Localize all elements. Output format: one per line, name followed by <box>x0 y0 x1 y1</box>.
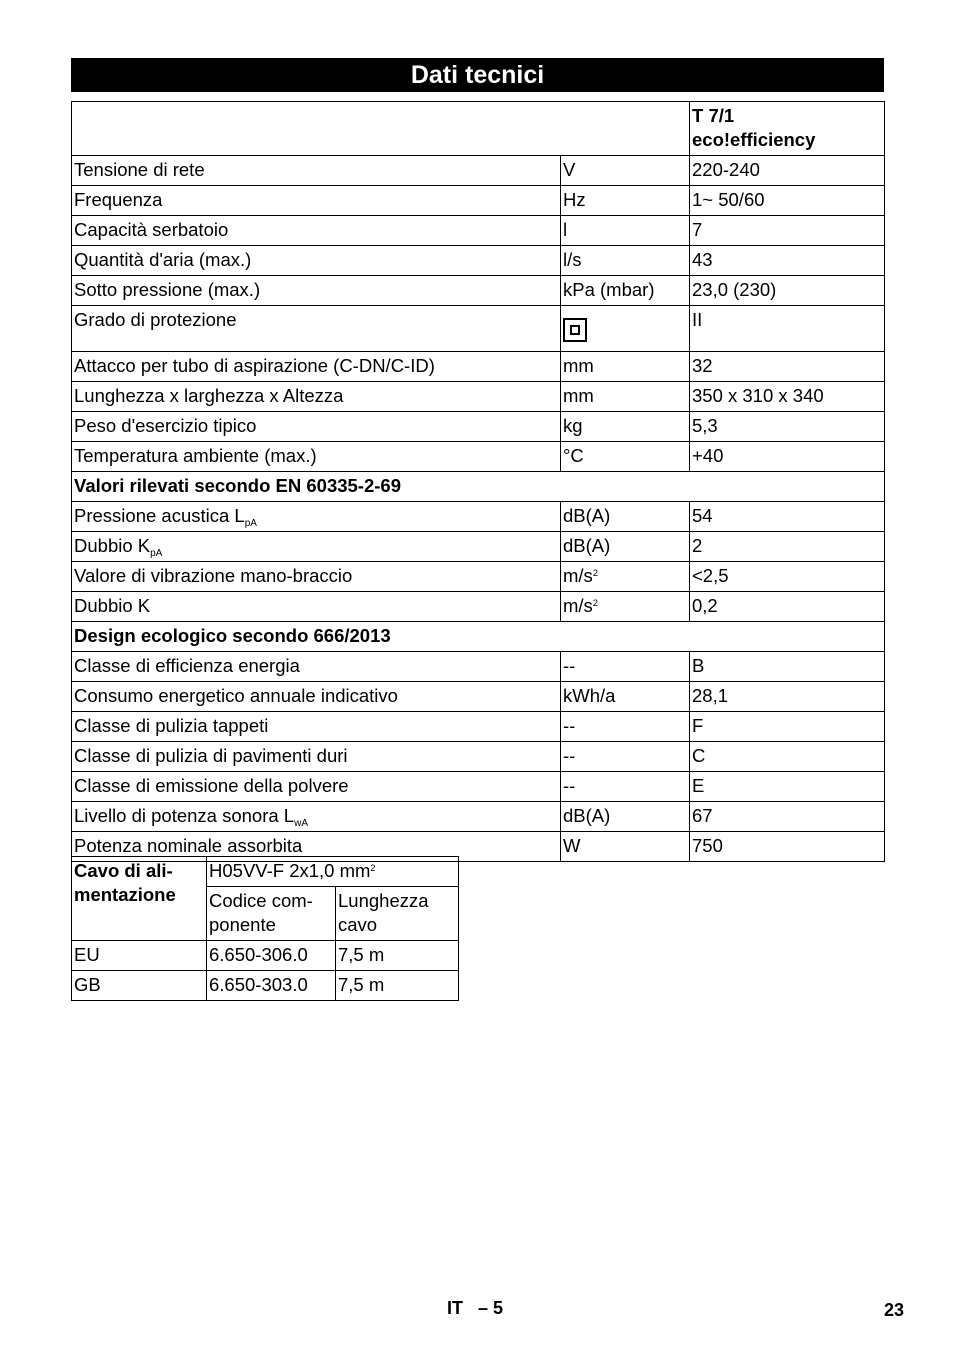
spec-unit: -- <box>561 742 690 772</box>
spec-label: Quantità d'aria (max.) <box>72 246 561 276</box>
spec-unit: -- <box>561 652 690 682</box>
table-row <box>72 306 885 352</box>
spec-unit: -- <box>561 712 690 742</box>
table-row <box>72 592 885 622</box>
table-row <box>72 562 885 592</box>
table-row <box>72 532 885 562</box>
cable-type: H05VV-F 2x1,0 $mm^2$ <box>207 857 459 887</box>
table-row <box>72 276 885 306</box>
spec-label: Lunghezza x larghezza x Altezza <box>72 382 561 412</box>
spec-label: Grado di protezione <box>72 306 561 352</box>
cable-code: 6.650-306.0 <box>207 941 336 971</box>
section-heading-en-measurements: Valori rilevati secondo EN 60335-2-69 <box>72 472 885 502</box>
spec-value: <2,5 <box>690 562 885 592</box>
spec-value: II <box>690 306 885 352</box>
spec-value: 54 <box>690 502 885 532</box>
spec-label: Peso d'esercizio tipico <box>72 412 561 442</box>
spec-value: 32 <box>690 352 885 382</box>
table-row <box>72 352 885 382</box>
table-row <box>72 682 885 712</box>
spec-value: C <box>690 742 885 772</box>
model-variant: eco!efficiency <box>692 129 816 150</box>
spec-unit: l <box>561 216 690 246</box>
spec-unit: $m/s^2$ <box>561 592 690 622</box>
table-row <box>72 742 885 772</box>
col-component-code: Codice com- ponente <box>207 887 336 941</box>
table-row <box>72 941 459 971</box>
spec-unit: kg <box>561 412 690 442</box>
spec-label: Consumo energetico annuale indicativo <box>72 682 561 712</box>
spec-value: 7 <box>690 216 885 246</box>
spec-value: 220-240 <box>690 156 885 186</box>
spec-unit: Hz <box>561 186 690 216</box>
spec-value: 2 <box>690 532 885 562</box>
spec-value: 23,0 (230) <box>690 276 885 306</box>
spec-value: 43 <box>690 246 885 276</box>
cable-header: Cavo di ali- mentazione <box>72 857 207 941</box>
spec-label: Dubbio $K_{pA}$ <box>72 532 561 562</box>
technical-data-table <box>71 101 885 862</box>
spec-label: Frequenza <box>72 186 561 216</box>
page-title: Dati tecnici <box>71 58 884 92</box>
spec-value: 350 x 310 x 340 <box>690 382 885 412</box>
spec-unit: kWh/a <box>561 682 690 712</box>
spec-unit: W <box>561 832 690 862</box>
spec-value: F <box>690 712 885 742</box>
header-empty-cell <box>72 102 690 156</box>
section-row <box>72 622 885 652</box>
spec-label: Dubbio K <box>72 592 561 622</box>
spec-label: Classe di efficienza energia <box>72 652 561 682</box>
spec-value: 0,2 <box>690 592 885 622</box>
model-name: T 7/1 <box>692 105 735 126</box>
spec-unit: -- <box>561 772 690 802</box>
spec-value: 67 <box>690 802 885 832</box>
cable-region: EU <box>72 941 207 971</box>
table-row <box>72 802 885 832</box>
page-number: 23 <box>884 1300 905 1320</box>
spec-unit: dB(A) <box>561 802 690 832</box>
cable-length: 7,5 m <box>336 971 459 1001</box>
table-row <box>72 971 459 1001</box>
spec-label: Valore di vibrazione mano-braccio <box>72 562 561 592</box>
spec-label: Capacità serbatoio <box>72 216 561 246</box>
spec-unit: kPa (mbar) <box>561 276 690 306</box>
spec-value: 750 <box>690 832 885 862</box>
spec-unit: dB(A) <box>561 502 690 532</box>
spec-label: Potenza nominale assorbita <box>72 832 561 862</box>
spec-value: 1~ 50/60 <box>690 186 885 216</box>
spec-value: 28,1 <box>690 682 885 712</box>
power-cable-table <box>71 856 459 1001</box>
spec-label: Classe di pulizia tappeti <box>72 712 561 742</box>
section-row <box>72 472 885 502</box>
table-row <box>72 186 885 216</box>
cable-region: GB <box>72 971 207 1001</box>
table-row <box>72 156 885 186</box>
table-row <box>72 712 885 742</box>
spec-value: 5,3 <box>690 412 885 442</box>
spec-label: Sotto pressione (max.) <box>72 276 561 306</box>
table-row <box>72 772 885 802</box>
spec-value: B <box>690 652 885 682</box>
table-row <box>72 502 885 532</box>
cable-header-row <box>72 857 459 887</box>
spec-value: E <box>690 772 885 802</box>
spec-unit <box>561 306 690 352</box>
table-row <box>72 382 885 412</box>
spec-label: Tensione di rete <box>72 156 561 186</box>
footer-section: IT – 5 <box>447 1298 504 1318</box>
spec-label: Attacco per tubo di aspirazione (C-DN/C-ID) <box>72 352 561 382</box>
spec-label: Classe di pulizia di pavimenti duri <box>72 742 561 772</box>
spec-label: Classe di emissione della polvere <box>72 772 561 802</box>
section-heading-ecodesign: Design ecologico secondo 666/2013 <box>72 622 885 652</box>
table-row <box>72 216 885 246</box>
model-header <box>690 102 885 156</box>
protection-class-ii-icon <box>563 318 587 342</box>
spec-unit: $m/s^2$ <box>561 562 690 592</box>
spec-unit: dB(A) <box>561 532 690 562</box>
table-header-row <box>72 102 885 156</box>
spec-label: Pressione acustica $L_{pA}$ <box>72 502 561 532</box>
spec-unit: mm <box>561 352 690 382</box>
table-row <box>72 652 885 682</box>
col-cable-length: Lunghezza cavo <box>336 887 459 941</box>
spec-value: +40 <box>690 442 885 472</box>
spec-unit: °C <box>561 442 690 472</box>
spec-label: Temperatura ambiente (max.) <box>72 442 561 472</box>
table-row <box>72 442 885 472</box>
cable-code: 6.650-303.0 <box>207 971 336 1001</box>
spec-unit: V <box>561 156 690 186</box>
table-row <box>72 246 885 276</box>
spec-label: Livello di potenza sonora $L_{wA}$ <box>72 802 561 832</box>
spec-unit: mm <box>561 382 690 412</box>
cable-length: 7,5 m <box>336 941 459 971</box>
table-row <box>72 412 885 442</box>
spec-unit: l/s <box>561 246 690 276</box>
